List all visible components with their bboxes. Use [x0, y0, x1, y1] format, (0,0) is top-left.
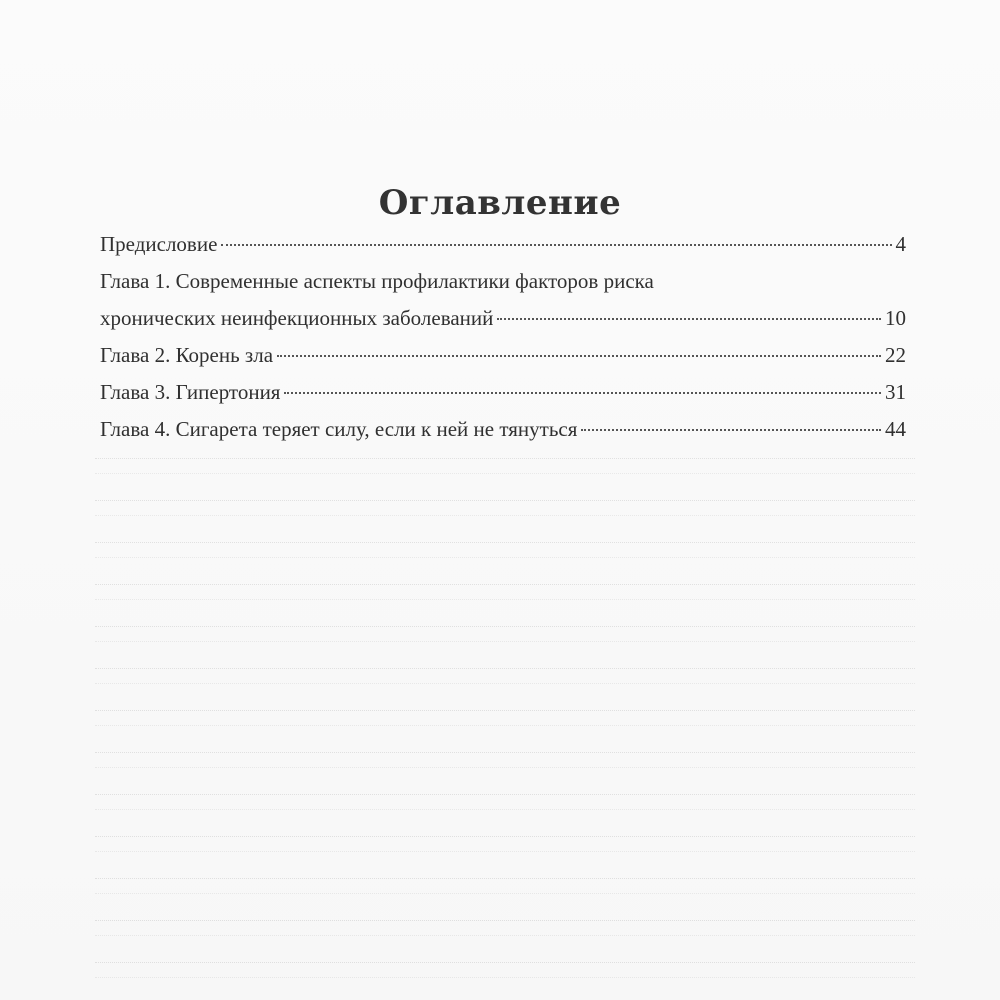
bleed-through-line	[95, 710, 915, 726]
toc-page-number: 22	[885, 343, 906, 367]
bleed-through-line	[95, 668, 915, 684]
bleed-through-line	[95, 920, 915, 936]
toc-page-number: 4	[895, 232, 906, 256]
bleed-through-line	[95, 836, 915, 852]
toc-entry-text: Предисловие	[100, 232, 218, 256]
bleed-through-line	[95, 542, 915, 558]
toc-entry-chapter-3[interactable]	[100, 374, 906, 411]
toc-page-number: 44	[885, 417, 906, 441]
table-of-contents	[100, 226, 906, 448]
dot-leader	[277, 355, 881, 357]
bleed-through-line	[95, 626, 915, 642]
bleed-through-line	[95, 458, 915, 474]
bleed-through-line	[95, 878, 915, 894]
bleed-through-line	[95, 794, 915, 810]
toc-page-number: 10	[885, 306, 906, 330]
bleed-through-line	[95, 584, 915, 600]
bleed-through-line	[95, 752, 915, 768]
dot-leader	[581, 429, 881, 431]
toc-title: Оглавление	[378, 183, 622, 223]
dot-leader	[497, 318, 881, 320]
toc-entry-chapter-2[interactable]	[100, 337, 906, 374]
toc-entry-text: Глава 1. Современные аспекты профилактики факторов риска	[100, 269, 654, 293]
toc-entry-text: Глава 3. Гипертония	[100, 380, 281, 404]
toc-entry-chapter-4[interactable]	[100, 411, 906, 448]
bleed-through-line	[95, 962, 915, 978]
bleed-through-line	[95, 500, 915, 516]
toc-entry-text: Глава 4. Сигарета теряет силу, если к ней не тянуться	[100, 417, 578, 441]
toc-entry-text-continued: хронических неинфекционных заболеваний	[100, 306, 494, 330]
toc-entry-chapter-1[interactable]	[100, 263, 906, 337]
toc-page-number: 31	[885, 380, 906, 404]
toc-entry-text: Глава 2. Корень зла	[100, 343, 274, 367]
toc-entry-preface[interactable]	[100, 226, 906, 263]
dot-leader	[284, 392, 881, 394]
dot-leader	[221, 244, 891, 246]
